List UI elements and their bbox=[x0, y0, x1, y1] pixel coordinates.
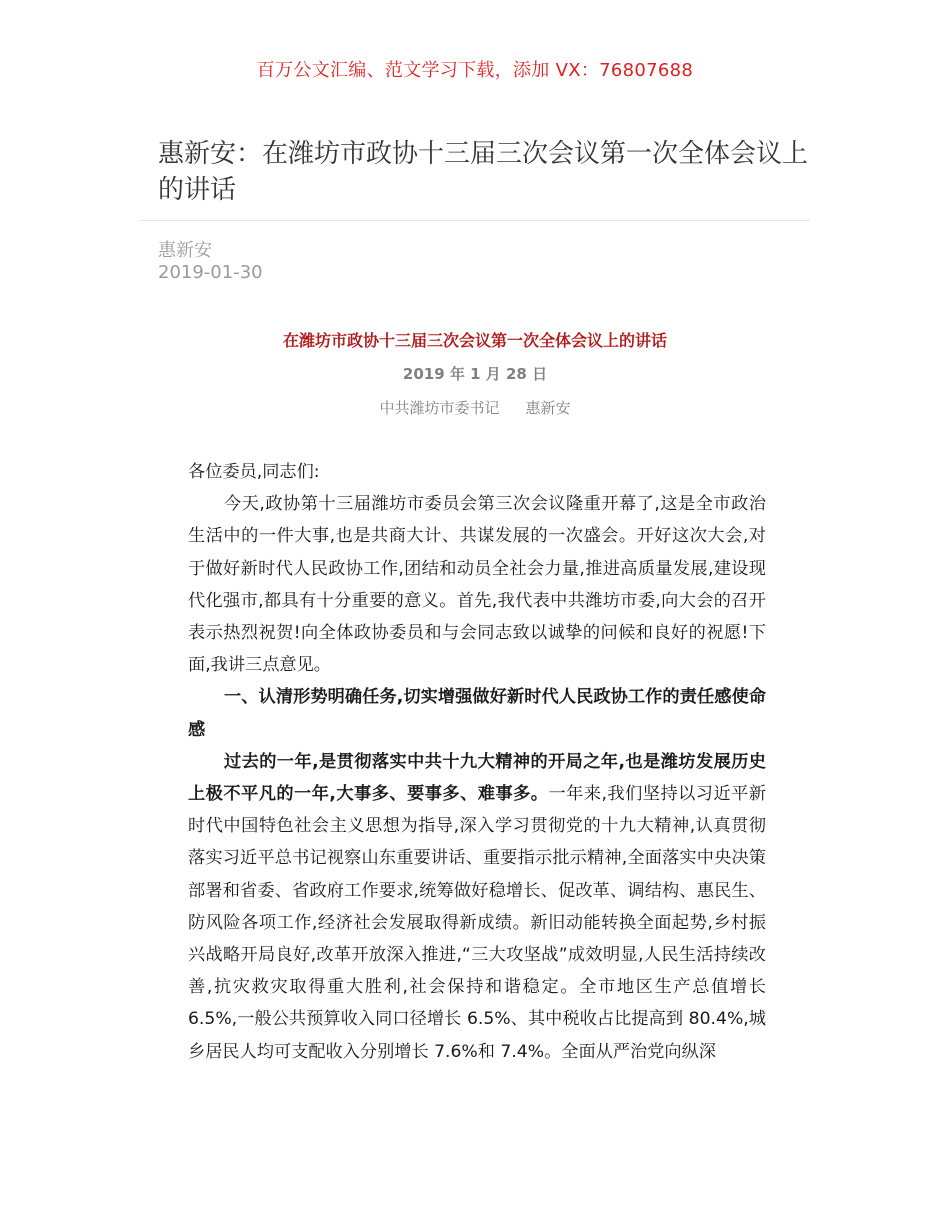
author-name: 惠新安 bbox=[158, 240, 212, 261]
document-title: 在潍坊市政协十三届三次会议第一次全体会议上的讲话 bbox=[282, 331, 667, 350]
section-heading-1: 一、认清形势明确任务,切实增强做好新时代人民政协工作的责任感使命感 bbox=[188, 687, 766, 740]
paragraph-2-lead: 过去的一年,是贯彻落实中共十九大精神的开局之年,也是潍坊发展历史上极不平凡的一年,大事多、要事多、难事多。 bbox=[188, 751, 766, 805]
article-meta bbox=[158, 240, 263, 284]
promo-banner: 百万公文汇编、范文学习下载，添加 VX：76807688 bbox=[256, 60, 694, 81]
author-role: 中共潍坊市委书记 bbox=[379, 399, 500, 417]
greeting: 各位委员,同志们: bbox=[188, 462, 320, 482]
author-name-line: 惠新安 bbox=[525, 399, 571, 417]
title-divider bbox=[140, 220, 810, 221]
paragraph-2-text: 一年来,我们坚持以习近平新时代中国特色社会主义思想为指导,深入学习贯彻党的十九大精神,认真贯彻落实习近平总书记视察山东重要讲话、重要指示批示精神,全面落实中央决策部署和省委、省政府工作要求,统筹做好稳增长、促改革、调结构、惠民生、防风险各项工作,经济社会发展取得新成绩。新旧动能转换全面起势,乡村振兴战略开局良好,改革开放深入推进,“三大攻坚战”成效明显,人民生活持续改善,抗灾救灾取得重大胜利,社会保持和谐稳定。全市地区生产总值增长 6.5%,一般公共预算收入同口径增长 6.5%、其中税收占比提高到 80.4%,城乡居民人均可支配收入分别增长 7.6%和 7.4%。全面从严治党向纵深 bbox=[188, 784, 767, 1062]
document-author bbox=[0, 397, 950, 418]
document-date: 2019 年 1 月 28 日 bbox=[402, 365, 548, 383]
paragraph-2 bbox=[188, 746, 766, 1068]
article-body bbox=[188, 456, 766, 1068]
paragraph-1: 今天,政协第十三届潍坊市委员会第三次会议隆重开幕了,这是全市政治生活中的一件大事,也是共商大计、共谋发展的一次盛会。开好这次大会,对于做好新时代人民政协工作,团结和动员全社会力量,推进高质量发展,建设现代化强市,都具有十分重要的意义。首先,我代表中共潍坊市委,向大会的召开表示热烈祝贺!向全体政协委员和与会同志致以诚挚的问候和良好的祝愿!下面,我讲三点意见。 bbox=[188, 494, 766, 676]
publish-date: 2019-01-30 bbox=[158, 262, 263, 283]
page-title: 惠新安：在潍坊市政协十三届三次会议第一次全体会议上的讲话 bbox=[158, 139, 809, 205]
